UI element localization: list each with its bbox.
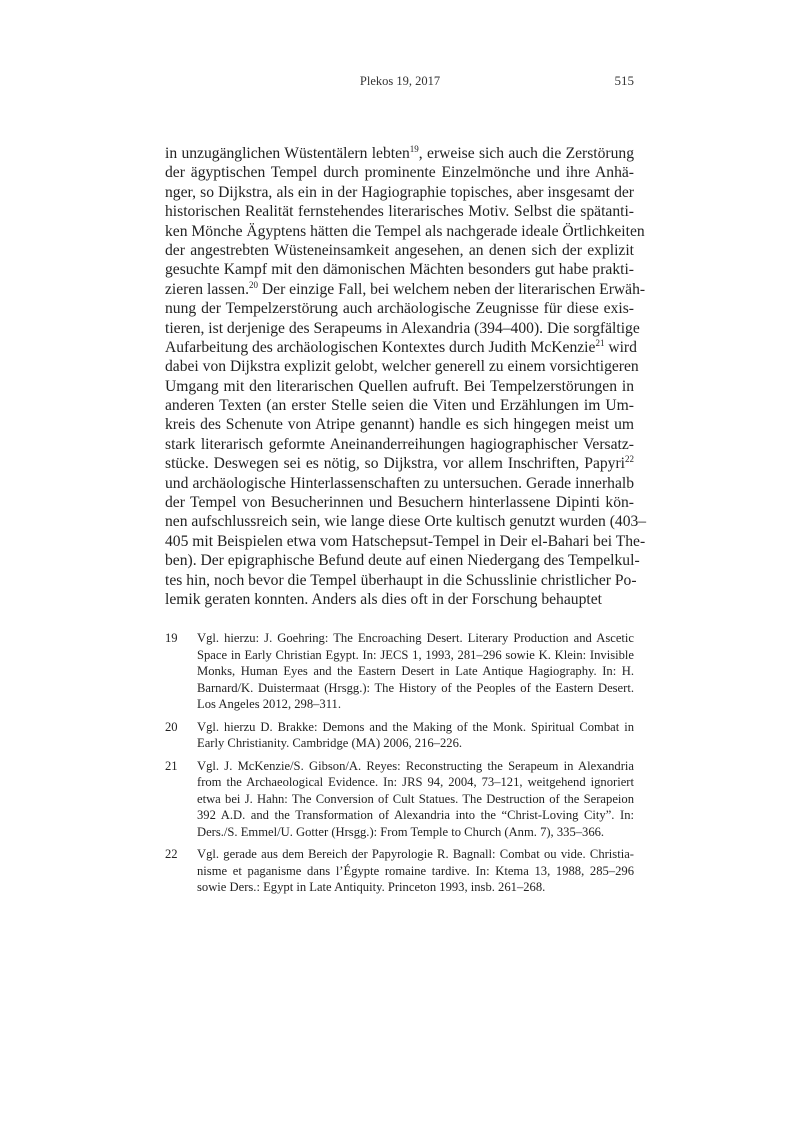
text-segment: der ägyptischen Tempel durch prominente Einzelmönche und ihre Anhä- bbox=[165, 164, 634, 182]
body-line bbox=[165, 377, 634, 396]
body-line bbox=[165, 337, 637, 357]
footnote-line: 392 A.D. and the Transformation of Alexandria into the “Christ-Loving City”. In: bbox=[197, 808, 634, 822]
footnote-line: Los Angeles 2012, 298–311. bbox=[197, 697, 342, 711]
body-line bbox=[165, 299, 634, 318]
text-segment: der angestrebten Wüsteneinsamkeit angesehen, an denen sich der explizit bbox=[165, 241, 634, 259]
text-segment: gesuchte Kampf mit den dämonischen Mächten besonders gut habe prakti- bbox=[165, 261, 634, 279]
body-line bbox=[165, 474, 634, 493]
footnote-line: Vgl. gerade aus dem Bereich der Papyrologie R. Bagnall: Combat ou vide. Christia- bbox=[197, 847, 634, 861]
text-segment: stark literarisch geformte Aneinanderreihungen hagiographischer Versatz- bbox=[165, 435, 634, 453]
footnote-number: 19 bbox=[165, 631, 178, 645]
footnotes bbox=[165, 630, 634, 902]
body-line bbox=[165, 202, 634, 221]
body-line bbox=[165, 551, 640, 570]
body-line bbox=[165, 279, 646, 299]
footnote-ref[interactable]: 20 bbox=[249, 279, 258, 290]
body-line bbox=[165, 435, 634, 454]
body-line bbox=[165, 319, 640, 338]
text-segment: dabei von Dijkstra explizit gelobt, welcher generell zu einem vorsichtigeren bbox=[165, 358, 639, 376]
body-line bbox=[165, 571, 637, 590]
body-line bbox=[165, 241, 634, 260]
footnote-ref[interactable]: 21 bbox=[595, 337, 605, 348]
text-segment: 405 mit Beispielen etwa vom Hatschepsut-Tempel in Deir el-Bahari bei The- bbox=[165, 532, 646, 550]
text-segment: zieren lassen. bbox=[165, 280, 249, 298]
body-line bbox=[165, 493, 634, 512]
footnote-ref[interactable]: 22 bbox=[625, 454, 634, 465]
body-line bbox=[165, 512, 647, 531]
footnote-line: Monks, Human Eyes and the Eastern Desert in Late Antique Hagiography. In: H. bbox=[197, 664, 634, 678]
footnote-number: 20 bbox=[165, 719, 178, 734]
text-segment: nung der Tempelzerstörung auch archäologische Zeugnisse für diese exis- bbox=[165, 300, 634, 318]
footnote-line: Early Christianity. Cambridge (MA) 2006, 216–226. bbox=[197, 736, 463, 750]
footnote-line: from the Archaeological Evidence. In: JRS 94, 2004, 73–121, weitgehend ignoriert bbox=[197, 775, 634, 789]
body-line bbox=[165, 396, 634, 415]
footnote bbox=[165, 630, 634, 713]
text-segment: und archäologische Hinterlassenschaften zu untersuchen. Gerade innerhalb bbox=[165, 474, 634, 492]
text-segment: tes hin, noch bevor die Tempel überhaupt in die Schusslinie christlicher Po- bbox=[165, 571, 637, 589]
footnote-line: Vgl. hierzu: J. Goehring: The Encroaching Desert. Literary Production and Ascetic bbox=[197, 631, 634, 645]
footnote bbox=[165, 846, 634, 896]
text-segment: historischen Realität fernstehendes literarisches Motiv. Selbst die spätanti- bbox=[165, 203, 634, 221]
text-segment: kreis des Schenute von Atripe genannt) handle es sich hingegen meist um bbox=[165, 416, 634, 434]
body-line bbox=[165, 590, 634, 609]
footnote-line: Vgl. hierzu D. Brakke: Demons and the Making of the Monk. Spiritual Combat in bbox=[197, 719, 634, 734]
footnote-number: 22 bbox=[165, 847, 178, 861]
footnote-line: Barnard/K. Duistermaat (Hrsgg.): The History of the Peoples of the Eastern Desert. bbox=[197, 680, 634, 695]
body-line bbox=[165, 163, 634, 182]
page-number: 515 bbox=[614, 73, 634, 88]
body-line bbox=[165, 222, 645, 241]
text-segment: lemik geraten konnten. Anders als dies oft in der Forschung behauptet bbox=[165, 590, 602, 608]
footnote bbox=[165, 719, 634, 752]
text-segment: , erweise sich auch die Zerstörung bbox=[418, 145, 634, 162]
footnote-number: 21 bbox=[165, 758, 178, 773]
text-segment: in unzugänglichen Wüstentälern lebten bbox=[165, 145, 410, 162]
text-segment: der Tempel von Besucherinnen und Besuchern hinterlassene Dipinti kön- bbox=[165, 494, 634, 512]
body-text bbox=[165, 144, 647, 609]
text-segment: anderen Texten (an erster Stelle seien die Viten und Erzählungen im Um- bbox=[165, 397, 634, 415]
text-segment: nger, so Dijkstra, als ein in der Hagiographie topisches, aber insgesamt der bbox=[165, 183, 634, 201]
footnote-ref[interactable]: 19 bbox=[409, 144, 419, 154]
text-segment: Der einzige Fall, bei welchem neben der literarischen Erwäh- bbox=[258, 280, 646, 298]
body-line bbox=[165, 415, 634, 434]
text-segment: tieren, ist derjenige des Serapeums in Alexandria (394–400). Die sorgfältige bbox=[165, 319, 640, 337]
text-segment: stücke. Deswegen sei es nötig, so Dijkstra, vor allem Inschriften, Papyri bbox=[165, 455, 625, 473]
body-line bbox=[165, 183, 634, 202]
footnote-line: Ders./S. Emmel/U. Gotter (Hrsgg.): From Temple to Church (Anm. 7), 335–366. bbox=[197, 824, 605, 839]
text-segment: Aufarbeitung des archäologischen Kontextes durch Judith McKenzie bbox=[165, 338, 596, 356]
footnote-line: Vgl. J. McKenzie/S. Gibson/A. Reyes: Reconstructing the Serapeum in Alexandria bbox=[197, 758, 634, 773]
body-line bbox=[165, 357, 639, 376]
body-line bbox=[165, 144, 634, 163]
text-segment: ben). Der epigraphische Befund deute auf einen Niedergang des Tempelkul- bbox=[165, 552, 640, 570]
footnote bbox=[165, 758, 634, 841]
text-segment: wird bbox=[604, 338, 637, 356]
body-line bbox=[165, 532, 646, 551]
footnote-line: nisme et paganisme dans l’Égypte romaine tardive. In: Ktema 13, 1988, 285–296 bbox=[197, 863, 634, 878]
running-head: Plekos 19, 2017 bbox=[359, 74, 441, 88]
body-line bbox=[165, 260, 634, 279]
text-segment: nen aufschlussreich sein, wie lange diese Orte kultisch genutzt wurden (403– bbox=[165, 513, 647, 531]
body-line bbox=[165, 454, 634, 473]
footnote-line: sowie Ders.: Egypt in Late Antiquity. Princeton 1993, insb. 261–268. bbox=[197, 880, 546, 894]
text-segment: ken Mönche Ägyptens hätten die Tempel als nachgerade ideale Örtlichkeiten bbox=[165, 222, 645, 240]
footnote-line: Space in Early Christian Egypt. In: JECS 1, 1993, 281–296 sowie K. Klein: Invisible bbox=[197, 647, 634, 662]
text-segment: Umgang mit den literarischen Quellen aufruft. Bei Tempelzerstörungen in bbox=[165, 377, 634, 395]
footnote-line: etwa bei J. Hahn: The Conversion of Cult Statues. The Destruction of the Serapeion bbox=[197, 791, 634, 806]
